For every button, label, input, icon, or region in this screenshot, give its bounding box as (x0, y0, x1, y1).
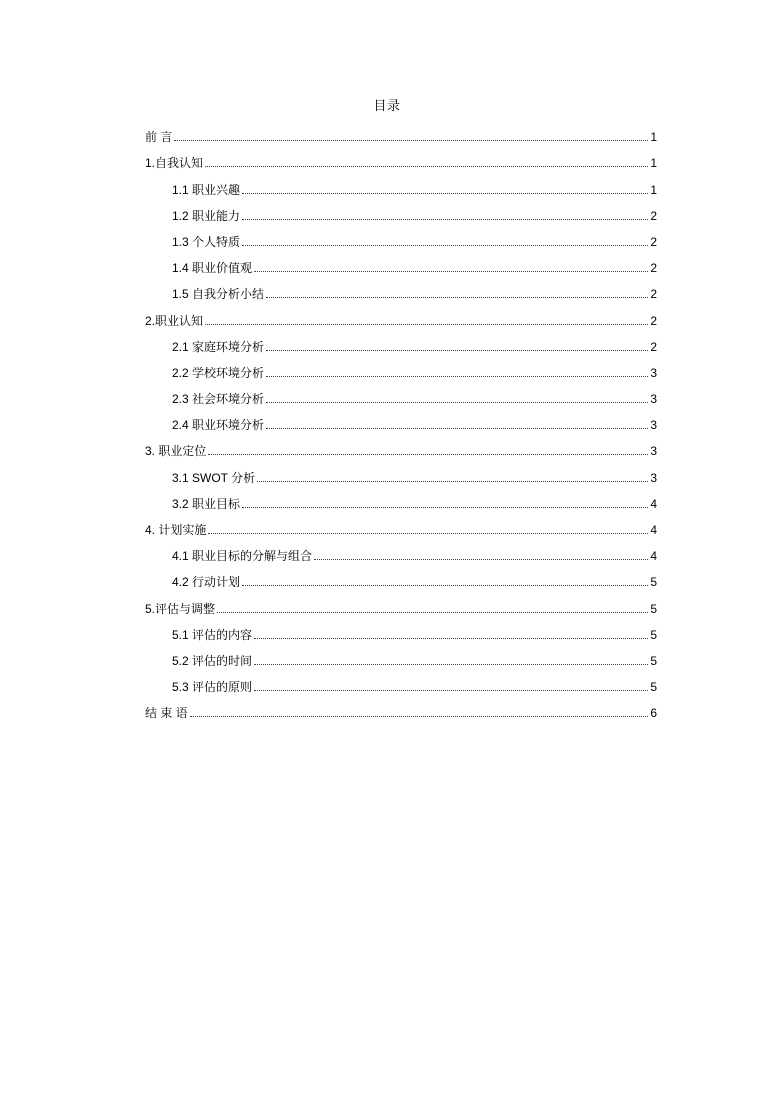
toc-subentry[interactable] (145, 668, 657, 694)
toc-entry-page: 2 (650, 339, 657, 354)
toc-entry-page: 5 (650, 680, 657, 695)
toc-leader-dots (242, 218, 648, 220)
toc-leader-dots (266, 349, 648, 351)
toc-entry-page: 2 (650, 208, 657, 223)
toc-leader-dots (190, 715, 649, 717)
toc-subentry[interactable] (145, 537, 657, 563)
toc-leader-dots (242, 506, 648, 508)
toc-entry-label: 5.1 评估的内容 (172, 627, 253, 642)
table-of-contents (145, 118, 657, 720)
toc-entry[interactable] (145, 301, 657, 327)
toc-entry-page: 3 (650, 392, 657, 407)
toc-leader-dots (257, 480, 648, 482)
toc-entry[interactable] (145, 511, 657, 537)
toc-entry-label: 2.3 社会环境分析 (172, 392, 265, 407)
toc-entry-label: 1.2 职业能力 (172, 208, 241, 223)
toc-entry-page: 5 (650, 653, 657, 668)
toc-entry-label: 1.4 职业价值观 (172, 261, 253, 276)
toc-leader-dots (314, 558, 648, 560)
toc-entry-label: 2.2 学校环境分析 (172, 365, 265, 380)
toc-subentry[interactable] (145, 249, 657, 275)
toc-entry-page: 3 (650, 470, 657, 485)
toc-entry-page: 5 (650, 575, 657, 590)
toc-entry-label: 3.1 SWOT 分析 (172, 470, 256, 485)
toc-leader-dots (266, 401, 648, 403)
toc-subentry[interactable] (145, 197, 657, 223)
toc-entry-label: 1.自我认知 (145, 156, 204, 171)
toc-entry-page: 5 (650, 627, 657, 642)
toc-entry-label: 2.1 家庭环境分析 (172, 339, 265, 354)
toc-entry-page: 5 (650, 601, 657, 616)
toc-subentry[interactable] (145, 563, 657, 589)
toc-entry-page: 2 (650, 287, 657, 302)
toc-leader-dots (254, 689, 648, 691)
toc-leader-dots (242, 584, 648, 586)
toc-entry-label: 1.3 个人特质 (172, 234, 241, 249)
toc-leader-dots (208, 532, 648, 534)
toc-subentry[interactable] (145, 380, 657, 406)
toc-subentry[interactable] (145, 354, 657, 380)
toc-leader-dots (208, 453, 648, 455)
toc-subentry[interactable] (145, 275, 657, 301)
toc-leader-dots (205, 323, 648, 325)
toc-entry-page: 1 (650, 130, 657, 145)
toc-leader-dots (217, 611, 648, 613)
toc-entry[interactable] (145, 694, 657, 720)
toc-entry-page: 2 (650, 313, 657, 328)
toc-entry-label: 4. 计划实施 (145, 523, 207, 537)
toc-entry-label: 5.2 评估的时间 (172, 653, 253, 668)
toc-entry-label: 4.1 职业目标的分解与组合 (172, 549, 313, 564)
toc-leader-dots (266, 427, 648, 429)
toc-entry-label: 1.1 职业兴趣 (172, 182, 241, 197)
toc-entry-page: 6 (650, 706, 657, 721)
toc-entry-page: 3 (650, 444, 657, 459)
toc-entry-page: 2 (650, 234, 657, 249)
toc-entry[interactable] (145, 432, 657, 458)
toc-entry-label: 5.3 评估的原则 (172, 680, 253, 695)
toc-subentry[interactable] (145, 458, 657, 484)
toc-entry[interactable] (145, 144, 657, 170)
toc-subentry[interactable] (145, 616, 657, 642)
toc-leader-dots (254, 637, 648, 639)
toc-entry-label: 前 言 (145, 130, 173, 145)
toc-entry-label: 2.职业认知 (145, 313, 204, 328)
toc-entry-label: 结 束 语 (145, 706, 188, 721)
page-title: 目录 (373, 99, 401, 114)
toc-entry-page: 1 (650, 182, 657, 197)
toc-entry[interactable] (145, 589, 657, 615)
toc-leader-dots (254, 270, 648, 272)
toc-entry-page: 4 (650, 523, 657, 537)
toc-subentry[interactable] (145, 485, 657, 511)
toc-subentry[interactable] (145, 328, 657, 354)
toc-entry-page: 4 (650, 496, 657, 511)
toc-entry-label: 1.5 自我分析小结 (172, 287, 265, 302)
toc-subentry[interactable] (145, 170, 657, 196)
toc-subentry[interactable] (145, 642, 657, 668)
toc-entry-label: 3.2 职业目标 (172, 496, 241, 511)
toc-entry-page: 4 (650, 549, 657, 564)
toc-leader-dots (174, 139, 648, 141)
toc-entry-label: 5.评估与调整 (145, 601, 216, 616)
toc-entry-label: 3. 职业定位 (145, 444, 207, 459)
toc-leader-dots (266, 375, 648, 377)
toc-leader-dots (266, 296, 648, 298)
toc-subentry[interactable] (145, 406, 657, 432)
toc-entry-label: 2.4 职业环境分析 (172, 418, 265, 433)
toc-leader-dots (254, 663, 648, 665)
toc-entry-label: 4.2 行动计划 (172, 575, 241, 590)
toc-entry-page: 2 (650, 261, 657, 276)
toc-subentry[interactable] (145, 223, 657, 249)
toc-leader-dots (205, 165, 648, 167)
toc-leader-dots (242, 192, 648, 194)
toc-leader-dots (242, 244, 648, 246)
toc-entry-page: 3 (650, 365, 657, 380)
toc-entry-page: 1 (650, 156, 657, 171)
toc-entry[interactable] (145, 118, 657, 144)
toc-entry-page: 3 (650, 418, 657, 433)
